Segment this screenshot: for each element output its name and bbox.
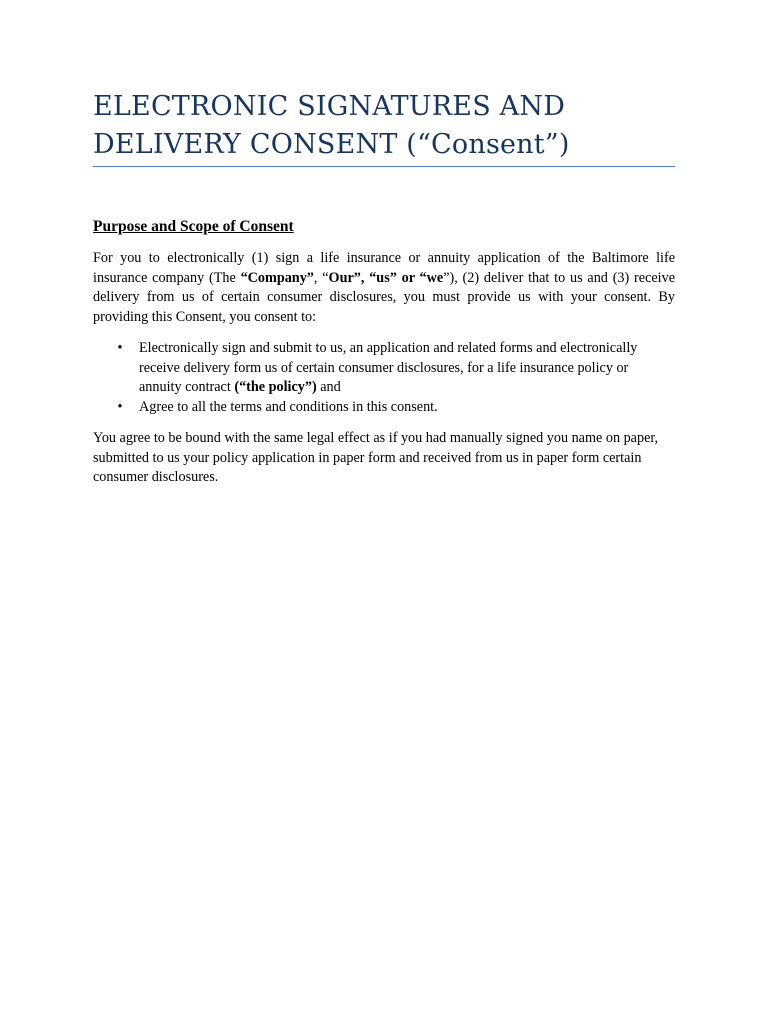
section-heading: Purpose and Scope of Consent	[93, 218, 294, 235]
company-term: “Company”	[240, 269, 314, 286]
list-item	[93, 398, 639, 418]
our-us-we-term: Our”, “us” or “we	[328, 269, 444, 286]
intro-separator: , “	[313, 269, 329, 286]
consent-bullet-list	[93, 339, 675, 417]
bullet-icon: •	[117, 398, 123, 415]
policy-term: (“the policy”)	[234, 379, 317, 395]
bullet-1-text-before: Electronically sign and submit to us, an application and related forms and electronically receive delivery form us of certain consumer disclosures, for a life insurance policy or annuity contract	[139, 340, 638, 395]
intro-text-part2: ”), (2) deliver that to us and (3) receive delivery from us of certain consumer disclosures, you must provide us with your consent. By providing this Consent, you consent to:	[93, 269, 675, 325]
intro-paragraph	[93, 249, 675, 327]
title-underline-rule	[93, 166, 675, 167]
intro-text-part1: For you to electronically (1) sign a life insurance or annuity application of the Baltimore life insurance company (The	[93, 250, 675, 286]
agreement-paragraph: You agree to be bound with the same legal effect as if you had manually signed you name on paper, submitted to us your policy application in paper form and received from us in paper form certain consumer disclosures.	[93, 430, 659, 485]
title-line-1: ELECTRONIC SIGNATURES AND	[93, 91, 566, 122]
list-item	[93, 339, 639, 398]
bullet-1-text-after: and	[316, 379, 341, 395]
title-line-2: DELIVERY CONSENT (“Consent”)	[93, 129, 570, 160]
bullet-2-text: Agree to all the terms and conditions in this consent.	[139, 398, 438, 415]
document-title	[93, 88, 675, 164]
bullet-icon: •	[117, 340, 123, 356]
